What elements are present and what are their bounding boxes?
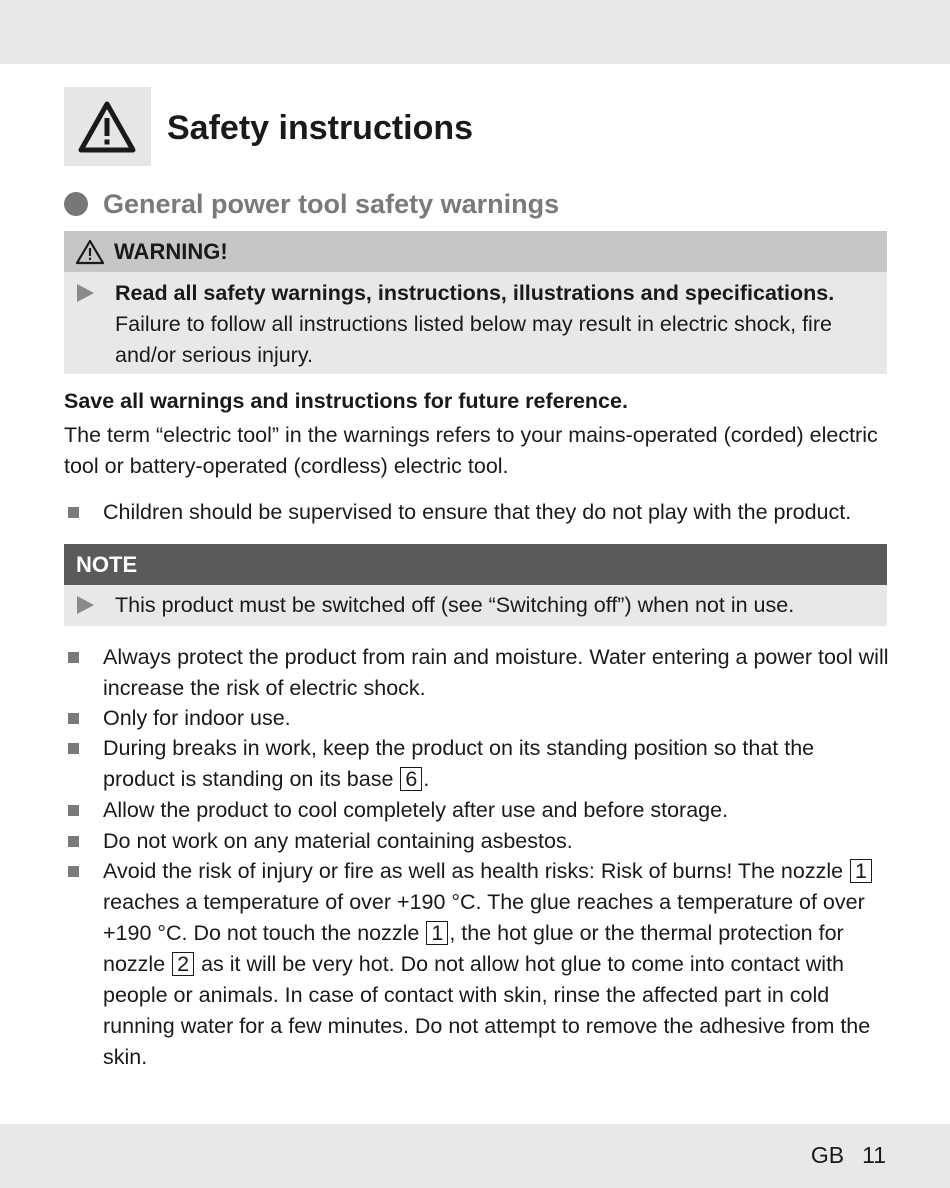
term-paragraph: The term “electric tool” in the warnings refers to your mains-operated (corded) electric tool or battery-operated (cordless) electric tool. (64, 423, 878, 478)
warning-triangle-icon (75, 239, 105, 265)
list-item (64, 642, 889, 704)
bullet-text-breaks: During breaks in work, keep the product on its standing position so that the product is standing on its base 6 . (103, 736, 815, 791)
list-item (64, 703, 889, 734)
list-item (64, 826, 889, 857)
warning-bold-text: Read all safety warnings, instructions, illustrations and specifications. (115, 281, 835, 305)
save-instructions-line: Save all warnings and instructions for future reference. (64, 389, 628, 413)
warning-detail-text: Failure to follow all instructions listed below may result in electric shock, fire and/or serious injury. (115, 312, 832, 367)
bullet-text-asbestos: Do not work on any material containing asbestos. (103, 829, 573, 853)
bullet-text-burns: Avoid the risk of injury or fire as well as health risks: Risk of burns! The nozzle 1 reaches a temperature of over +190 °C. The glue reaches a temperature of over +190 °C. Do not touch the nozzle 1 , the hot glue or the thermal protection for nozzle 2 as it will be very hot. Do not allow hot glue to come into contact with people or animals. In case of contact with skin, rinse the affected part in cold running water for a few minutes. Do not attempt to remove the adhesive from the skin. (103, 859, 871, 1069)
square-bullet-icon (68, 652, 79, 663)
square-bullet-icon (68, 713, 79, 724)
header-band (0, 0, 950, 64)
list-item (64, 856, 889, 1073)
page-number: 11 (862, 1142, 886, 1168)
list-item (64, 733, 889, 795)
note-body (64, 585, 887, 626)
section-heading (64, 186, 559, 222)
title-icon-box (64, 87, 151, 166)
language-code: GB (810, 1142, 845, 1168)
bullet-text-rain: Always protect the product from rain and moisture. Water entering a power tool will increase the risk of electric shock. (103, 645, 889, 700)
part-reference: 1 (426, 921, 448, 945)
note-text: This product must be switched off (see “Switching off”) when not in use. (115, 593, 795, 617)
circle-bullet-icon (64, 192, 88, 216)
bullet-text-cool: Allow the product to cool completely after use and before storage. (103, 798, 729, 822)
list-item (64, 795, 889, 826)
warning-triangle-icon (77, 100, 137, 154)
part-reference: 2 (172, 952, 194, 976)
footer-band (0, 1124, 950, 1188)
page-title: Safety instructions (167, 109, 474, 147)
warning-text (115, 278, 865, 371)
note-label: NOTE (76, 551, 138, 577)
warning-label: WARNING! (114, 238, 228, 264)
triangle-arrow-icon (77, 596, 94, 614)
warning-body (64, 272, 887, 374)
note-header (64, 544, 887, 585)
square-bullet-icon (68, 507, 79, 518)
triangle-arrow-icon (77, 284, 94, 302)
part-reference: 6 (400, 767, 422, 791)
list-item (64, 497, 889, 528)
square-bullet-icon (68, 805, 79, 816)
bullet-text-indoor: Only for indoor use. (103, 706, 291, 730)
bullet-text-children: Children should be supervised to ensure that they do not play with the product. (103, 500, 852, 524)
section-title: General power tool safety warnings (103, 188, 560, 219)
page-footer (811, 1142, 886, 1169)
square-bullet-icon (68, 866, 79, 877)
part-reference: 1 (850, 859, 872, 883)
warning-header (64, 231, 887, 272)
square-bullet-icon (68, 836, 79, 847)
square-bullet-icon (68, 743, 79, 754)
